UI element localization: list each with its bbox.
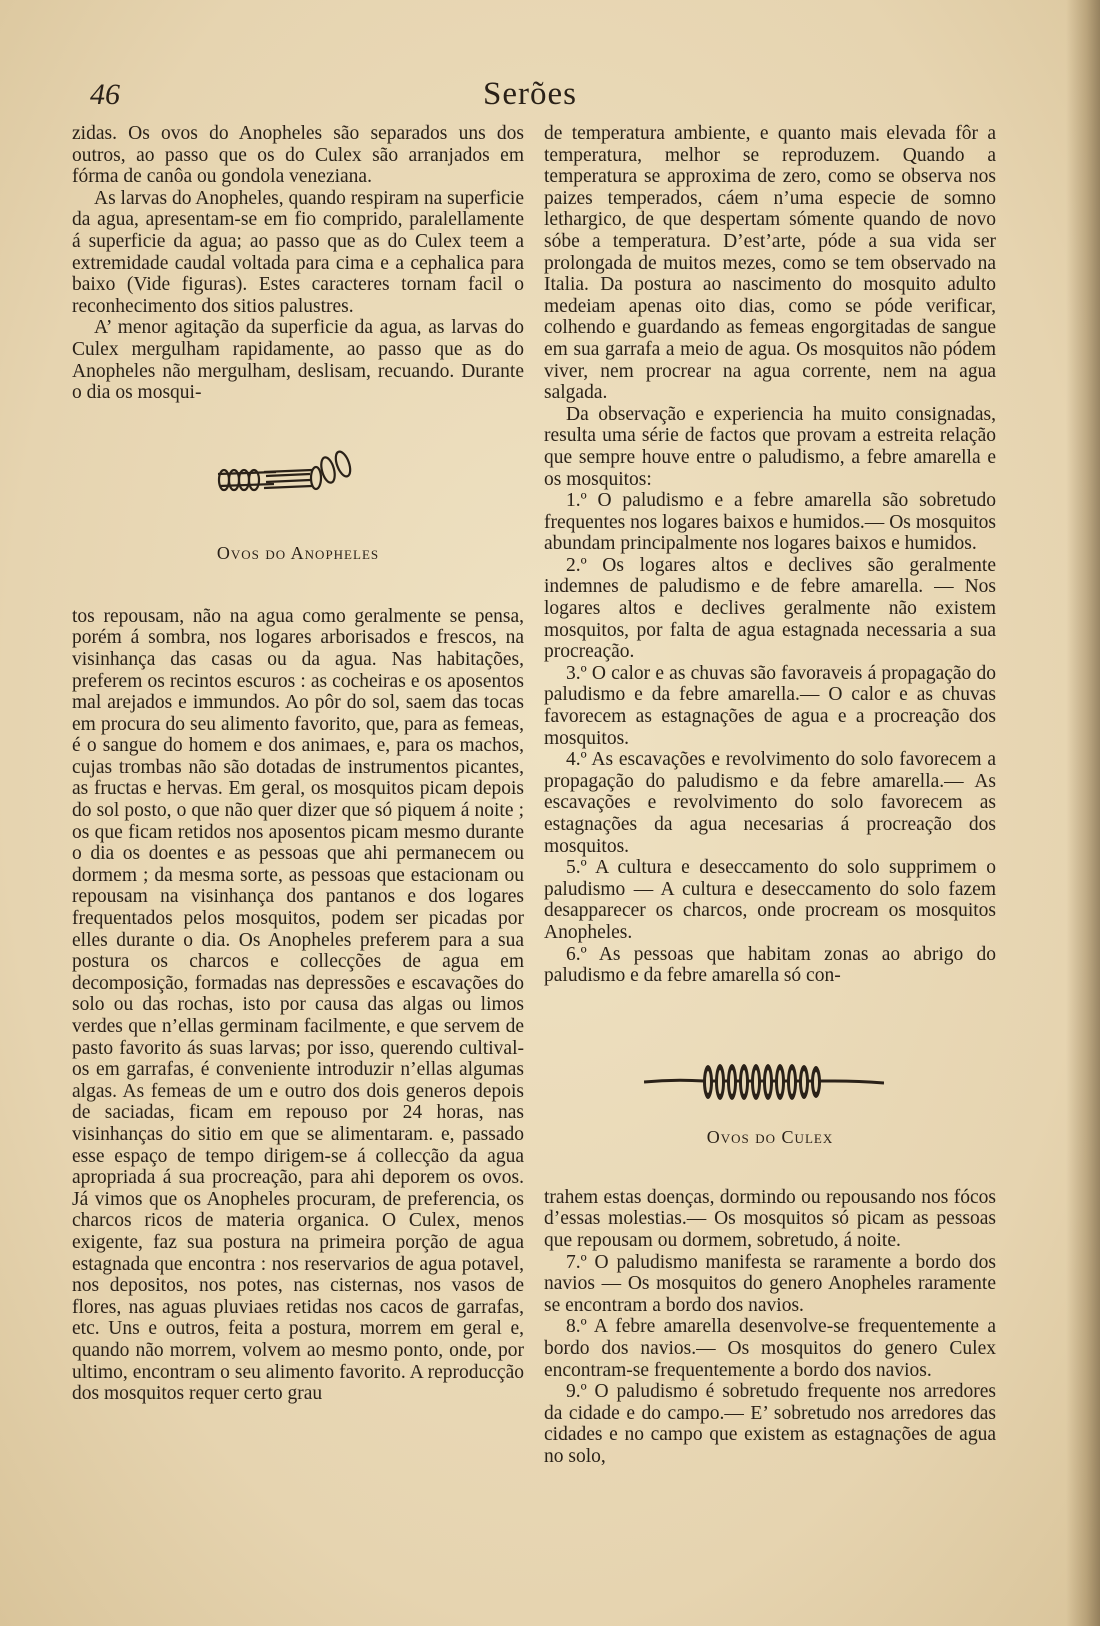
page-header xyxy=(90,78,990,118)
list-item: 6.º As pessoas que habitam zonas ao abrigo do paludismo e da febre amarella só con- xyxy=(544,943,996,987)
list-item: 8.º A febre amarella desenvolve-se frequentemente a bordo dos navios.— Os mosquitos do genero Culex encontram-se frequentemente a bordo dos navios. xyxy=(544,1316,996,1381)
anopheles-eggs-illustration xyxy=(212,444,357,504)
paragraph: tos repousam, não na agua como geralmente se pensa, porém á sombra, nos logares arborisados e frescos, na visinhança das casas ou da agua. Nas habitações, preferem os recintos escuros : as cocheiras e os aposentos mal arejados e immundos. Ao pôr do sol, saem das tocas em procura do seu alimento favorito, que, para as femeas, é o sangue do homem e dos animaes, e, para os machos, cujas trombas não são dotadas de instrumentos picantes, as fructas e hervas. Em geral, os mosquitos picam depois do sol posto, o que não quer dizer que só piquem á noite ; os que ficam retidos nos aposentos picam mesmo durante o dia os doentes e as pessoas que ahi permanecem ou dormem ; da mesma sorte, as pessoas que estacionam ou repousam na visinhança dos pantanos e dos logares frequentados pelos mosquitos, podem ser picadas por elles durante o dia. Os Anopheles preferem para a sua postura os charcos e collecções de agua em decomposição, formadas nas depressões e escavações do solo ou das rochas, isto por causa das algas ou limos verdes que n’ellas germinam facilmente, e que servem de pasto favorito ás suas larvas; por isso, querendo cultival-os em garrafas, é conveniente introduzir n’ellas algumas algas. As femeas de um e outro dos dois generos depois de saciadas, ficam em repouso por 24 horas, nas visinhanças do sitio em que se alimentaram. e, passado esse espaço de tempo dirigem-se á collecção da agua apropriada á sua procreação, para ahi deporem os ovos. Já vimos que os Anopheles procuram, de preferencia, os charcos ricos de materia organica. O Culex, menos exigente, faz sua postura na primeira porção de agua estagnada que encontra : nos reservarios de agua potavel, nos depositos, nos potes, nas cisternas, nos vasos de flores, nas aguas pluviaes retidas nos cacos de garrafas, etc. Uns e outros, feita a postura, morrem em geral e, quando não morrem, volvem ao mesmo ponto, onde, por ultimo, encontram o seu alimento favorito. A reproducção dos mosquitos requer certo grau xyxy=(72,605,524,1405)
figure-anopheles-eggs xyxy=(72,414,524,606)
paragraph: Da observação e experiencia ha muito consignadas, resulta uma série de factos que provam a estreita relação que sempre houve entre o paludismo, a febre amarella e os mosquitos: xyxy=(544,403,996,490)
right-column xyxy=(544,123,996,1467)
paragraph: As larvas do Anopheles, quando respiram na superficie da agua, apresentam-se em fio comprido, paralellamente á superficie da agua; ao passo que as do Culex teem a extremidade caudal voltada para cima e a cephalica para baixo (Vide figuras). Estes caracteres tornam facil o reconhecimento dos sitios palustres. xyxy=(72,187,524,317)
culex-eggs-illustration xyxy=(644,1057,884,1107)
list-item: 3.º O calor e as chuvas são favoraveis á propagação do paludismo e da febre amarella.— O calor e as chuvas favorecem as estagnações de agua e a procreação dos mosquitos. xyxy=(544,662,996,749)
paragraph: zidas. Os ovos do Anopheles são separados uns dos outros, ao passo que os do Culex são arranjados em fórma de canôa ou gondola veneziana. xyxy=(72,123,524,188)
figure-caption: Ovos do Culex xyxy=(706,1126,834,1147)
figure-culex-eggs xyxy=(544,997,996,1187)
page-edge-shadow xyxy=(1066,0,1100,1626)
list-item: 5.º A cultura e deseccamento do solo supprimem o paludismo — A cultura e deseccamento do solo fazem desapparecer os charcos, onde procream os mosquitos Anopheles. xyxy=(544,857,996,943)
paragraph: A’ menor agitação da superficie da agua, as larvas do Culex mergulham rapidamente, ao passo que as do Anopheles não mergulham, deslisam, recuando. Durante o dia os mosqui- xyxy=(72,317,524,404)
page-number: 46 xyxy=(90,78,120,111)
paragraph: trahem estas doenças, dormindo ou repousando nos fócos d’essas molestias.— Os mosquitos só picam as pessoas que repousam ou dormem, sobretudo, á noite. xyxy=(544,1186,996,1251)
left-column xyxy=(72,123,524,1405)
list-item: 2.º Os logares altos e declives são geralmente indemnes de paludismo e de febre amarella. — Nos logares altos e declives geralmente não existem mosquitos, por falta de agua estagnada necessaria a sua procreação. xyxy=(544,554,996,663)
running-title: Serões xyxy=(483,76,577,112)
list-item: 1.º O paludismo e a febre amarella são sobretudo frequentes nos logares baixos e humidos.— Os mosquitos abundam principalmente nos logares baixos e humidos. xyxy=(544,490,996,555)
figure-caption: Ovos do Anopheles xyxy=(216,542,380,563)
paragraph: de temperatura ambiente, e quanto mais elevada fôr a temperatura, melhor se reproduzem. Quando a temperatura se approxima de zero, como se observa nos paizes temperados, cáem n’uma especie de somno lethargico, de que despertam sómente quando de novo sóbe a temperatura. D’est’arte, póde a sua vida ser prolongada de muitos mezes, como se tem observado na Italia. Da postura ao nascimento do mosquito adulto medeiam apenas oito dias, como se póde verificar, colhendo e guardando as femeas engorgitadas de sangue em sua garrafa a meio de agua. Os mosquitos não pódem viver, nem procrear na agua corrente, nem na agua salgada. xyxy=(544,123,996,404)
list-item: 4.º As escavações e revolvimento do solo favorecem a propagação do paludismo e da febre amarella.— As escavações e revolvimento do solo favorecem as estagnações da agua necesarias á procreação dos mosquitos. xyxy=(544,749,996,857)
list-item: 7.º O paludismo manifesta se raramente a bordo dos navios — Os mosquitos do genero Anopheles raramente se encontram a bordo dos navios. xyxy=(544,1251,996,1316)
list-item: 9.º O paludismo é sobretudo frequente nos arredores da cidade e do campo.— E’ sobretudo nos arredores das cidades e no campo que existem as estagnações de agua no solo, xyxy=(544,1381,996,1467)
